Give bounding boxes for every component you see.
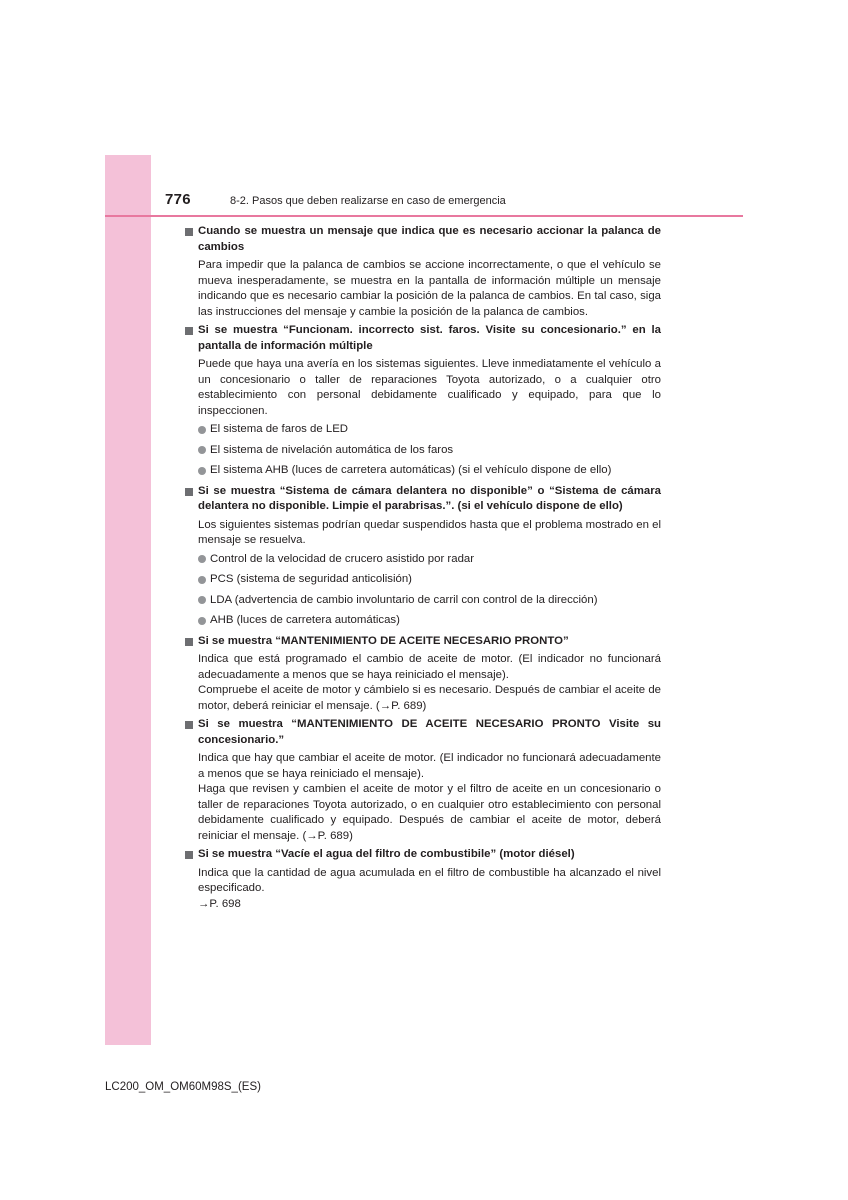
circle-bullet-icon (198, 426, 206, 434)
square-bullet-icon (185, 851, 193, 859)
section-heading: Si se muestra “MANTENIMIENTO DE ACEITE NECESARIO PRONTO” (185, 634, 661, 650)
paragraph: Puede que haya una avería en los sistemas siguientes. Lleve inmediatamente el vehículo a un concesionario o taller de reparaciones Toyota autorizado, o a cualquier otro establecimiento con personal debidamente cualificado y equipado, para que lo inspeccionen. (198, 358, 661, 417)
square-bullet-icon (185, 327, 193, 335)
list-item: El sistema de nivelación automática de los faros (185, 443, 661, 459)
section-body (185, 357, 661, 419)
square-bullet-icon (185, 488, 193, 496)
circle-bullet-icon (198, 555, 206, 563)
page-content (185, 224, 661, 915)
section-body (185, 751, 661, 844)
section-body (185, 866, 661, 913)
list-item: PCS (sistema de seguridad anticolisión) (185, 572, 661, 588)
circle-bullet-icon (198, 596, 206, 604)
circle-bullet-icon (198, 576, 206, 584)
header-rule (105, 215, 743, 217)
section-body (185, 258, 661, 320)
paragraph: Indica que hay que cambiar el aceite de motor. (El indicador no funcionará adecuadamente a menos que se haya reiniciado el mensaje). (198, 752, 661, 780)
section-heading: Cuando se muestra un mensaje que indica que es necesario accionar la palanca de cambios (185, 224, 661, 255)
paragraph: Para impedir que la palanca de cambios se accione incorrectamente, o que el vehículo se mueva inesperadamente, se muestra en la pantalla de información múltiple un mensaje indicando que es necesario cambiar la posición de la palanca de cambios. En tal caso, siga las instrucciones del mensaje y cambie la posición de la palanca de cambios. (198, 259, 661, 318)
circle-bullet-icon (198, 617, 206, 625)
section-heading: Si se muestra “Vacíe el agua del filtro de combustibile” (motor diésel) (185, 847, 661, 863)
square-bullet-icon (185, 721, 193, 729)
circle-bullet-icon (198, 446, 206, 454)
section-body (185, 652, 661, 714)
list-item: LDA (advertencia de cambio involuntario de carril con control de la dirección) (185, 593, 661, 609)
page-reference-link[interactable]: →P. 698 (198, 897, 241, 910)
list-item: El sistema de faros de LED (185, 422, 661, 438)
paragraph: Los siguientes sistemas podrían quedar suspendidos hasta que el problema mostrado en el mensaje se resuelva. (198, 518, 661, 546)
section-title: 8-2. Pasos que deben realizarse en caso de emergencia (230, 195, 506, 207)
pink-side-tab (105, 155, 151, 1045)
paragraph: Haga que revisen y cambien el aceite de motor y el filtro de aceite en un concesionario o taller de reparaciones Toyota autorizado, o en cualquier otro establecimiento con personal debidamente cualificado y equipado. Después de cambiar el aceite de motor, deberá reiniciar el mensaje. (→P. 689) (198, 783, 661, 842)
square-bullet-icon (185, 228, 193, 236)
section-heading: Si se muestra “MANTENIMIENTO DE ACEITE NECESARIO PRONTO Visite su concesionario.” (185, 717, 661, 748)
list-item: El sistema AHB (luces de carretera automáticas) (si el vehículo dispone de ello) (185, 463, 661, 479)
section-heading: Si se muestra “Sistema de cámara delantera no disponible” o “Sistema de cámara delantera no disponible. Limpie el parabrisas.”. (si el vehículo dispone de ello) (185, 484, 661, 515)
footer-code: LC200_OM_OM60M98S_(ES) (105, 1081, 261, 1093)
list-item: Control de la velocidad de crucero asistido por radar (185, 552, 661, 568)
list-item: AHB (luces de carretera automáticas) (185, 613, 661, 629)
page-number: 776 (165, 191, 191, 208)
paragraph: Indica que está programado el cambio de aceite de motor. (El indicador no funcionará adecuadamente a menos que se haya reiniciado el mensaje). (198, 653, 661, 681)
circle-bullet-icon (198, 467, 206, 475)
section-body (185, 518, 661, 549)
paragraph: Compruebe el aceite de motor y cámbielo si es necesario. Después de cambiar el aceite de motor, deberá reiniciar el mensaje. (→P. 689) (198, 684, 661, 712)
paragraph: Indica que la cantidad de agua acumulada en el filtro de combustible ha alcanzado el nivel especificado. (198, 866, 661, 894)
square-bullet-icon (185, 638, 193, 646)
section-heading: Si se muestra “Funcionam. incorrecto sist. faros. Visite su concesionario.” en la pantalla de información múltiple (185, 323, 661, 354)
